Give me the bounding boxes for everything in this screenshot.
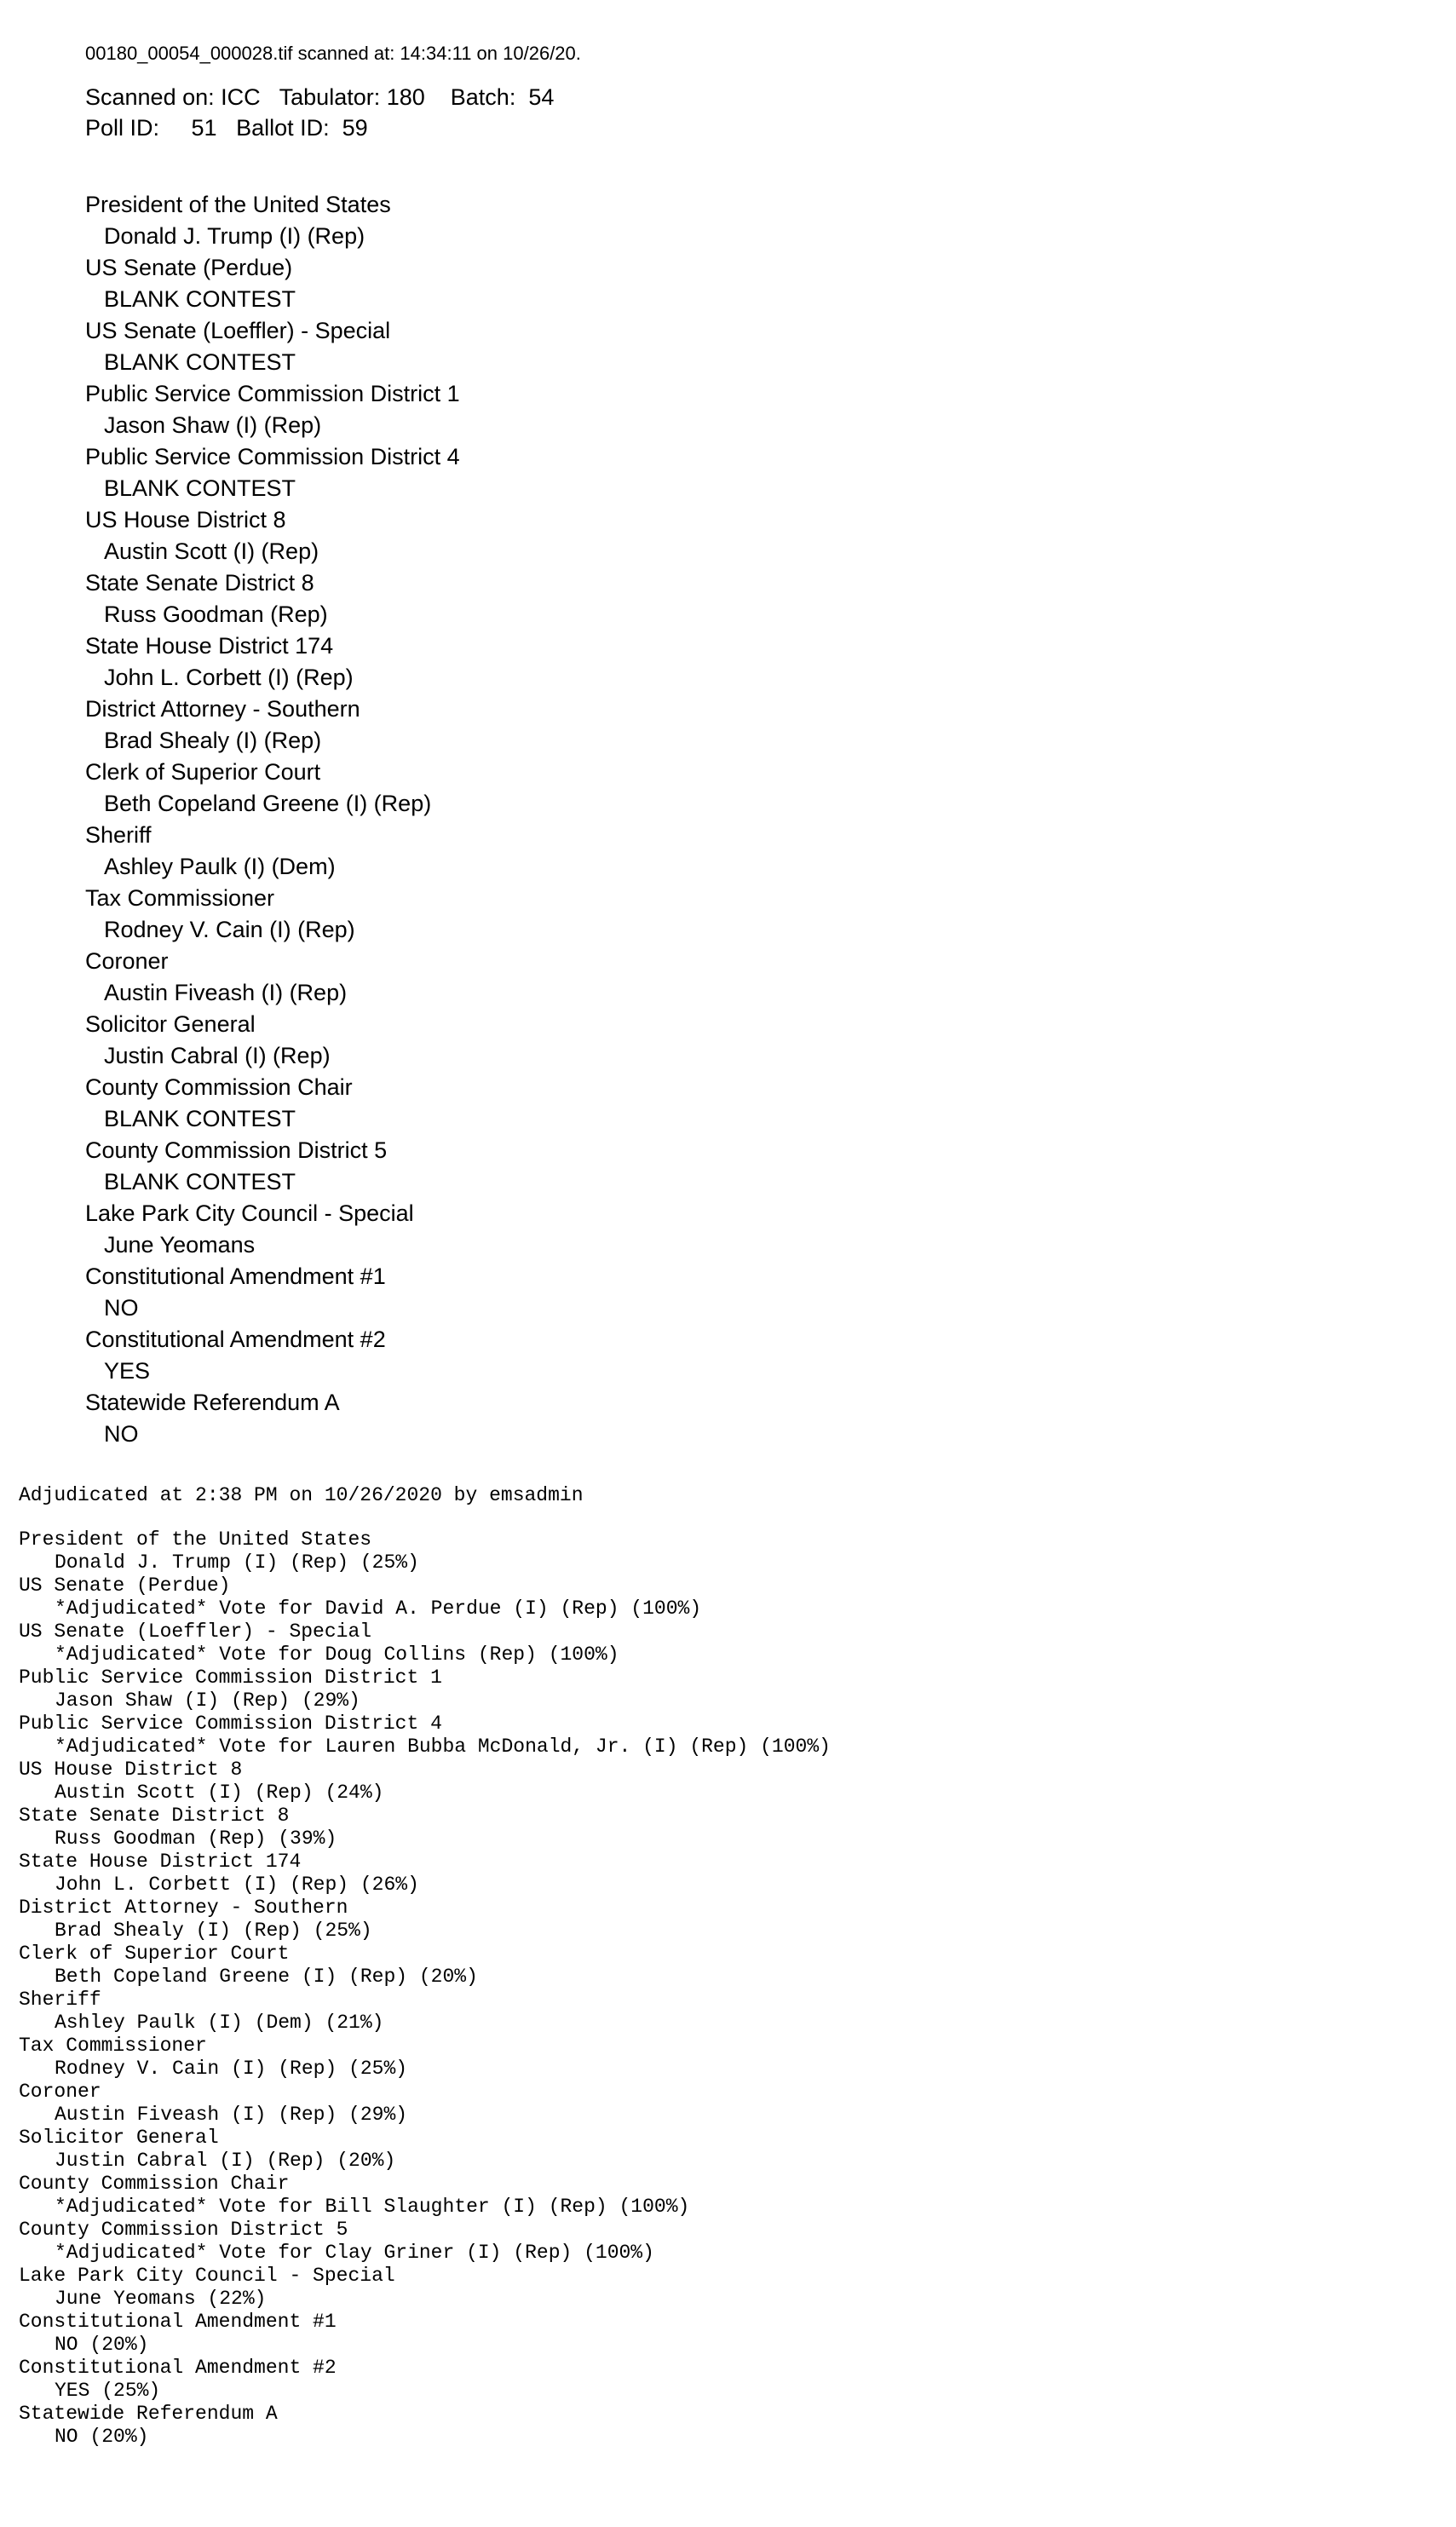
contest-block <box>85 630 460 694</box>
adjudication-choice: June Yeomans (22%) <box>55 2288 267 2310</box>
contest-choice: NO <box>104 1295 139 1321</box>
contest-block <box>85 567 460 630</box>
adjudication-choice: Donald J. Trump (I) (Rep) (25%) <box>55 1551 419 1574</box>
scanner-info-line: Scanned on: ICC Tabulator: 180 Batch: 54 <box>85 84 555 110</box>
contest-block <box>85 1135 460 1198</box>
contest-block <box>85 757 460 820</box>
adjudication-choice: Austin Scott (I) (Rep) (24%) <box>55 1782 384 1804</box>
contest-title: State House District 174 <box>85 633 334 659</box>
adjudication-choice: Beth Copeland Greene (I) (Rep) (20%) <box>55 1966 478 1988</box>
contest-block <box>85 946 460 1009</box>
contest-choice: Austin Fiveash (I) (Rep) <box>104 980 348 1005</box>
contest-title: Coroner <box>85 948 169 974</box>
contest-block <box>85 189 460 252</box>
adjudication-entry <box>19 2357 831 2403</box>
adjudication-entry <box>19 2265 831 2311</box>
contest-choice: Jason Shaw (I) (Rep) <box>104 412 322 438</box>
adjudication-section <box>19 1482 831 2449</box>
adjudication-entry <box>19 1851 831 1897</box>
contest-choice: Russ Goodman (Rep) <box>104 602 328 627</box>
contest-block <box>85 315 460 378</box>
contest-choice: John L. Corbett (I) (Rep) <box>104 665 354 690</box>
contest-title: County Commission District 5 <box>85 1137 388 1163</box>
adjudication-contest: Public Service Commission District 1 <box>19 1666 442 1689</box>
adjudication-contest: State Senate District 8 <box>19 1805 290 1827</box>
adjudication-contest: Constitutional Amendment #2 <box>19 2357 337 2379</box>
contest-block <box>85 1324 460 1387</box>
adjudication-contest: County Commission District 5 <box>19 2219 348 2241</box>
contest-choice: Ashley Paulk (I) (Dem) <box>104 854 336 879</box>
adjudication-contest: Sheriff <box>19 1989 101 2011</box>
adjudication-choice: NO (20%) <box>55 2426 149 2448</box>
contest-block <box>85 1009 460 1072</box>
adjudication-entry <box>19 2311 831 2357</box>
adjudication-entry <box>19 1712 831 1759</box>
ballot-selections <box>85 189 460 1450</box>
contest-choice: Justin Cabral (I) (Rep) <box>104 1043 331 1068</box>
contest-title: US Senate (Loeffler) - Special <box>85 318 391 343</box>
contest-block <box>85 694 460 757</box>
contest-choice: BLANK CONTEST <box>104 349 296 375</box>
adjudication-contest: Lake Park City Council - Special <box>19 2265 395 2287</box>
scan-filename-line: 00180_00054_000028.tif scanned at: 14:34:11 on 10/26/20. <box>85 43 581 64</box>
contest-title: Constitutional Amendment #2 <box>85 1327 386 1352</box>
adjudication-contest: US Senate (Perdue) <box>19 1574 231 1597</box>
adjudication-choice: NO (20%) <box>55 2334 149 2356</box>
contest-choice: Austin Scott (I) (Rep) <box>104 538 319 564</box>
adjudication-choice: Justin Cabral (I) (Rep) (20%) <box>55 2150 396 2172</box>
contest-block <box>85 1387 460 1450</box>
adjudication-contest: US House District 8 <box>19 1759 243 1781</box>
adjudication-entry <box>19 1943 831 1989</box>
adjudication-choice: *Adjudicated* Vote for Lauren Bubba McDonald, Jr. (I) (Rep) (100%) <box>55 1736 831 1758</box>
adjudication-choice: Jason Shaw (I) (Rep) (29%) <box>55 1689 360 1712</box>
adjudication-entry <box>19 2173 831 2219</box>
poll-ballot-line: Poll ID: 51 Ballot ID: 59 <box>85 115 368 141</box>
contest-title: Sheriff <box>85 822 152 848</box>
contest-title: Constitutional Amendment #1 <box>85 1264 386 1289</box>
adjudication-entry <box>19 2081 831 2127</box>
adjudication-entry <box>19 1897 831 1943</box>
contest-title: Solicitor General <box>85 1011 256 1037</box>
contest-choice: BLANK CONTEST <box>104 286 296 312</box>
adjudication-choice: *Adjudicated* Vote for David A. Perdue (I) (Rep) (100%) <box>55 1597 702 1620</box>
adjudication-choice: Austin Fiveash (I) (Rep) (29%) <box>55 2104 408 2126</box>
adjudication-choice: Brad Shealy (I) (Rep) (25%) <box>55 1920 372 1942</box>
contest-block <box>85 441 460 504</box>
adjudication-choice: *Adjudicated* Vote for Clay Griner (I) (Rep) (100%) <box>55 2242 654 2264</box>
adjudication-contest: Statewide Referendum A <box>19 2403 278 2425</box>
adjudication-entry <box>19 2035 831 2081</box>
adjudication-entry <box>19 1528 831 1574</box>
contest-block <box>85 1198 460 1261</box>
adjudication-entry <box>19 1666 831 1712</box>
contest-choice: YES <box>104 1358 151 1384</box>
contest-title: County Commission Chair <box>85 1074 353 1100</box>
contest-choice: NO <box>104 1421 139 1447</box>
contest-title: Tax Commissioner <box>85 885 275 911</box>
adjudication-choice: Rodney V. Cain (I) (Rep) (25%) <box>55 2058 408 2080</box>
contest-title: President of the United States <box>85 192 391 217</box>
contest-title: Clerk of Superior Court <box>85 759 321 785</box>
adjudication-contest: Coroner <box>19 2081 101 2103</box>
contest-block <box>85 378 460 441</box>
contest-title: Statewide Referendum A <box>85 1390 340 1415</box>
adjudication-contest: Tax Commissioner <box>19 2035 207 2057</box>
adjudication-contest: President of the United States <box>19 1528 372 1551</box>
contest-title: State Senate District 8 <box>85 570 314 596</box>
adjudication-contest: Constitutional Amendment #1 <box>19 2311 337 2333</box>
adjudication-contest: US Senate (Loeffler) - Special <box>19 1620 372 1643</box>
adjudication-choice: Russ Goodman (Rep) (39%) <box>55 1828 337 1850</box>
adjudication-entry <box>19 1620 831 1666</box>
adjudication-entry <box>19 2219 831 2265</box>
contest-choice: Donald J. Trump (I) (Rep) <box>104 223 365 249</box>
contest-block <box>85 820 460 883</box>
adjudication-contest: Public Service Commission District 4 <box>19 1712 442 1735</box>
adjudication-entry <box>19 1805 831 1851</box>
adjudication-heading: Adjudicated at 2:38 PM on 10/26/2020 by emsadmin <box>19 1484 584 1506</box>
contest-choice: Brad Shealy (I) (Rep) <box>104 728 322 753</box>
contest-choice: BLANK CONTEST <box>104 475 296 501</box>
contest-title: US House District 8 <box>85 507 286 532</box>
adjudication-entry <box>19 2403 831 2449</box>
scan-info <box>85 82 581 143</box>
adjudication-entry <box>19 1574 831 1620</box>
contest-title: Public Service Commission District 4 <box>85 444 460 469</box>
adjudication-entry <box>19 1989 831 2035</box>
adjudication-contest: District Attorney - Southern <box>19 1897 348 1919</box>
contest-title: US Senate (Perdue) <box>85 255 293 280</box>
adjudication-contest: County Commission Chair <box>19 2173 290 2195</box>
adjudication-entry <box>19 1759 831 1805</box>
contest-choice: BLANK CONTEST <box>104 1169 296 1194</box>
adjudication-choice: *Adjudicated* Vote for Doug Collins (Rep) (100%) <box>55 1643 619 1666</box>
adjudication-choice: YES (25%) <box>55 2380 161 2402</box>
contest-block <box>85 883 460 946</box>
adjudication-entry <box>19 2127 831 2173</box>
contest-title: Lake Park City Council - Special <box>85 1200 414 1226</box>
contest-block <box>85 1072 460 1135</box>
contest-title: Public Service Commission District 1 <box>85 381 460 406</box>
adjudication-contest: State House District 174 <box>19 1851 302 1873</box>
adjudication-choice: Ashley Paulk (I) (Dem) (21%) <box>55 2012 384 2034</box>
contest-title: District Attorney - Southern <box>85 696 360 722</box>
adjudication-choice: *Adjudicated* Vote for Bill Slaughter (I) (Rep) (100%) <box>55 2196 690 2218</box>
adjudication-choice: John L. Corbett (I) (Rep) (26%) <box>55 1874 419 1896</box>
contest-block <box>85 504 460 567</box>
adjudication-contest: Solicitor General <box>19 2127 219 2149</box>
contest-choice: June Yeomans <box>104 1232 256 1258</box>
contest-choice: Rodney V. Cain (I) (Rep) <box>104 917 355 942</box>
contest-choice: BLANK CONTEST <box>104 1106 296 1131</box>
contest-choice: Beth Copeland Greene (I) (Rep) <box>104 791 432 816</box>
scan-header <box>85 41 581 143</box>
contest-block <box>85 252 460 315</box>
adjudication-contest: Clerk of Superior Court <box>19 1943 290 1965</box>
contest-block <box>85 1261 460 1324</box>
